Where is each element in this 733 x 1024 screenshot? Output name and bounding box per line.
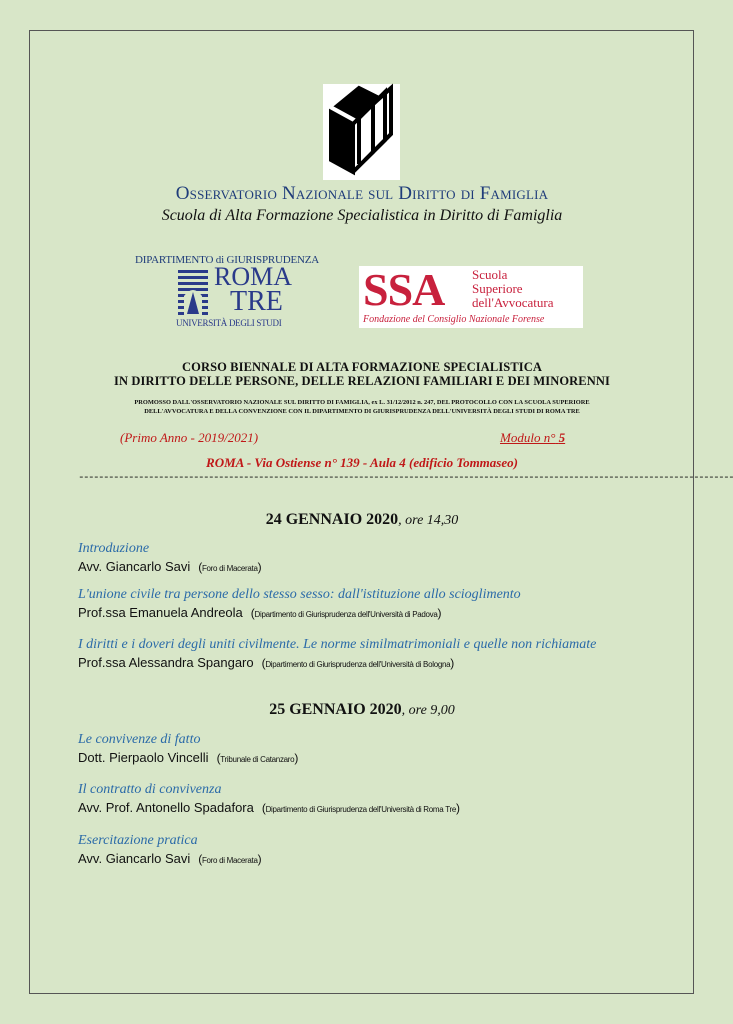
promo-line2: DELL'AVVOCATURA E DELLA CONVENZIONE CON IL DIPARTIMENTO DI GIURISPRUDENZA DELL'UNIVERSITÀ DEGLI STUDI DI ROMA TRE [144, 408, 580, 415]
speaker-name: Dott. Pierpaolo Vincelli [78, 750, 209, 765]
session-topic: I diritti e i doveri degli uniti civilmente. Le norme similmatrimoniali e quelle non richiamate [78, 637, 597, 652]
ssa-logo [359, 266, 583, 328]
roma-tre-line3: UNIVERSITÀ DEGLI STUDI [176, 318, 282, 328]
session-speaker [78, 605, 441, 620]
department-label: DIPARTIMENTO di GIURISPRUDENZA [135, 254, 320, 266]
course-title-line1: CORSO BIENNALE DI ALTA FORMAZIONE SPECIALISTICA [182, 360, 542, 374]
ssa-line2: Superiore [472, 281, 523, 296]
session-speaker [78, 655, 454, 670]
roma-tre-logo [176, 262, 296, 330]
speaker-affiliation: (Dipartimento di Giurisprudenza dell'Università di Roma Tre) [261, 801, 460, 815]
day-heading [0, 701, 724, 719]
speaker-affiliation: (Foro di Macerata) [198, 560, 262, 574]
ssa-line1: Scuola [472, 267, 508, 282]
module-label: Modulo n° [500, 430, 556, 445]
session-speaker [78, 800, 460, 815]
speaker-name: Avv. Giancarlo Savi [78, 851, 191, 866]
course-title-line2: IN DIRITTO DELLE PERSONE, DELLE RELAZIONI FAMILIARI E DEI MINORENNI [114, 374, 610, 388]
speaker-affiliation: (Dipartimento di Giurisprudenza dell'Università di Bologna) [261, 656, 454, 670]
module-number [500, 430, 565, 446]
ssa-acronym: SSA [363, 264, 445, 315]
roma-tre-line1: ROMA [214, 262, 293, 291]
day-date: 24 GENNAIO 2020 [265, 511, 399, 528]
speaker-name: Avv. Prof. Antonello Spadafora [78, 800, 254, 815]
session-topic: Le convivenze di fatto [78, 732, 201, 747]
speaker-affiliation: (Foro di Macerata) [198, 852, 262, 866]
speaker-name: Avv. Giancarlo Savi [78, 559, 191, 574]
speaker-affiliation: (Dipartimento di Giurisprudenza dell'Università di Padova) [250, 606, 442, 620]
module-value: 5 [558, 430, 566, 445]
session-topic: Il contratto di convivenza [78, 782, 222, 797]
speaker-affiliation: (Tribunale di Catanzaro) [216, 751, 299, 765]
ssa-line3: dell'Avvocatura [472, 295, 554, 310]
session-speaker [78, 750, 298, 765]
day-time: , ore 14,30 [398, 513, 459, 528]
session-topic: Esercitazione pratica [78, 833, 198, 848]
roma-tre-line2: TRE [230, 286, 283, 317]
dashed-divider: ----------------------------------------------------------------------------------------------------------------------------------- [78, 472, 733, 484]
session-topic: L'unione civile tra persone dello stesso sesso: dall'istituzione allo scioglimento [78, 587, 521, 602]
day-time: , ore 9,00 [401, 703, 455, 718]
observatory-subtitle: Scuola di Alta Formazione Specialistica in Diritto di Famiglia [161, 207, 563, 224]
day-date: 25 GENNAIO 2020 [269, 701, 402, 718]
day-heading [0, 511, 724, 529]
promo-line1: PROMOSSO DALL'OSSERVATORIO NAZIONALE SUL DIRITTO DI FAMIGLIA, ex L. 31/12/2012 n. 247, DEL PROTOCOLLO CON LA SCUOLA SUPERIORE [134, 399, 590, 406]
ssa-foundation: Fondazione del Consiglio Nazionale Forense [363, 314, 545, 325]
session-speaker [78, 559, 261, 574]
speaker-name: Prof.ssa Emanuela Andreola [78, 605, 243, 620]
session-speaker [78, 851, 261, 866]
books-logo-icon [323, 84, 400, 180]
academic-year: (Primo Anno - 2019/2021) [120, 430, 259, 445]
venue: ROMA - Via Ostiense n° 139 - Aula 4 (edificio Tommaseo) [206, 455, 518, 470]
speaker-name: Prof.ssa Alessandra Spangaro [78, 655, 254, 670]
observatory-title: Osservatorio Nazionale sul Diritto di Famiglia [175, 183, 549, 204]
session-topic: Introduzione [78, 541, 150, 556]
